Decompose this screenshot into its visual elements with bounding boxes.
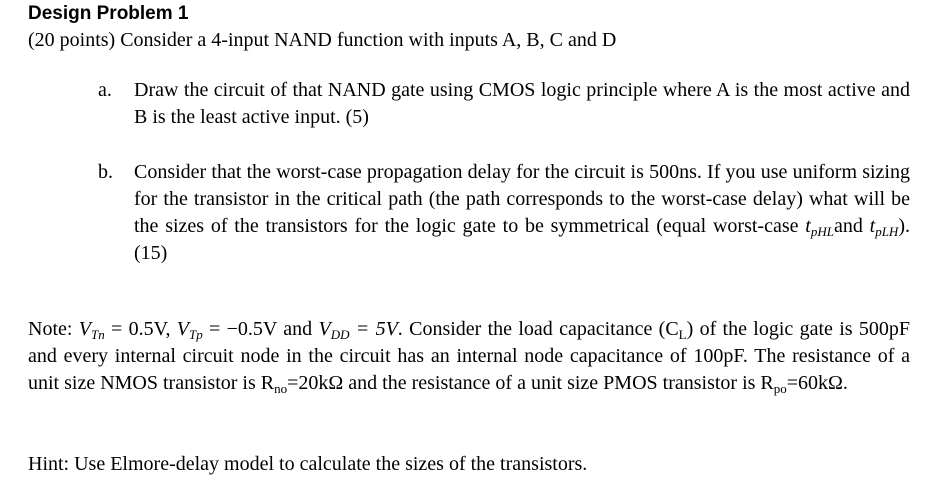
note-text-3: =20kΩ and the resistance of a unit size PMOS transistor is R bbox=[287, 372, 774, 394]
rpo-subscript: po bbox=[773, 381, 787, 396]
list-marker-a: a. bbox=[98, 79, 112, 101]
cl-subscript: L bbox=[678, 327, 687, 342]
vtp-symbol: V bbox=[176, 318, 189, 340]
note-text-2: ) of the logic gate is 500pF and every internal circuit node in the circuit has an internal node capacitance of 100pF. The resistance of a unit size NMOS transistor is R bbox=[28, 318, 910, 394]
list-marker-b: b. bbox=[98, 161, 113, 183]
hint-text: Hint: Use Elmore-delay model to calculate the sizes of the transistors. bbox=[28, 453, 588, 475]
list-item-a bbox=[98, 77, 910, 131]
t-plh-symbol: t bbox=[869, 215, 876, 237]
problem-intro: (20 points) Consider a 4-input NAND function with inputs A, B, C and D bbox=[28, 29, 617, 51]
item-b-text-after: ). (15) bbox=[134, 215, 910, 264]
vdd-value: = 5V bbox=[349, 318, 398, 340]
t-plh-subscript: pLH bbox=[875, 224, 899, 239]
list-item-b bbox=[98, 159, 910, 267]
vdd-subscript: DD bbox=[330, 327, 350, 342]
note-text-4: =60kΩ. bbox=[786, 372, 848, 394]
rno-subscript: no bbox=[274, 381, 288, 396]
list-item-a-text: Draw the circuit of that NAND gate using CMOS logic principle where A is the most active and B is the least active input. (5) bbox=[134, 79, 910, 128]
item-b-and: and bbox=[833, 215, 870, 237]
vdd-symbol: V bbox=[318, 318, 331, 340]
vtp-subscript: Tp bbox=[188, 327, 203, 342]
vtn-symbol: V bbox=[78, 318, 91, 340]
list-item-b-text bbox=[134, 159, 910, 267]
vtp-value: = −0.5V and bbox=[202, 318, 319, 340]
note-paragraph bbox=[28, 316, 910, 397]
t-phl-subscript: pHL bbox=[810, 224, 834, 239]
item-b-text-before: Consider that the worst-case propagation delay for the circuit is 500ns. If you use uniform sizing for the transistor in the critical path (the path corresponds to the worst-case delay) what will be the sizes of the transistors for the logic gate to be symmetrical (equal worst-case bbox=[134, 161, 910, 237]
note-text-1: . Consider the load capacitance (C bbox=[397, 318, 679, 340]
vtn-subscript: Tn bbox=[90, 327, 105, 342]
t-phl-symbol: t bbox=[805, 215, 811, 237]
problem-title: Design Problem 1 bbox=[28, 3, 189, 24]
note-lead: Note: bbox=[28, 318, 79, 340]
vtn-value: = 0.5V, bbox=[104, 318, 177, 340]
